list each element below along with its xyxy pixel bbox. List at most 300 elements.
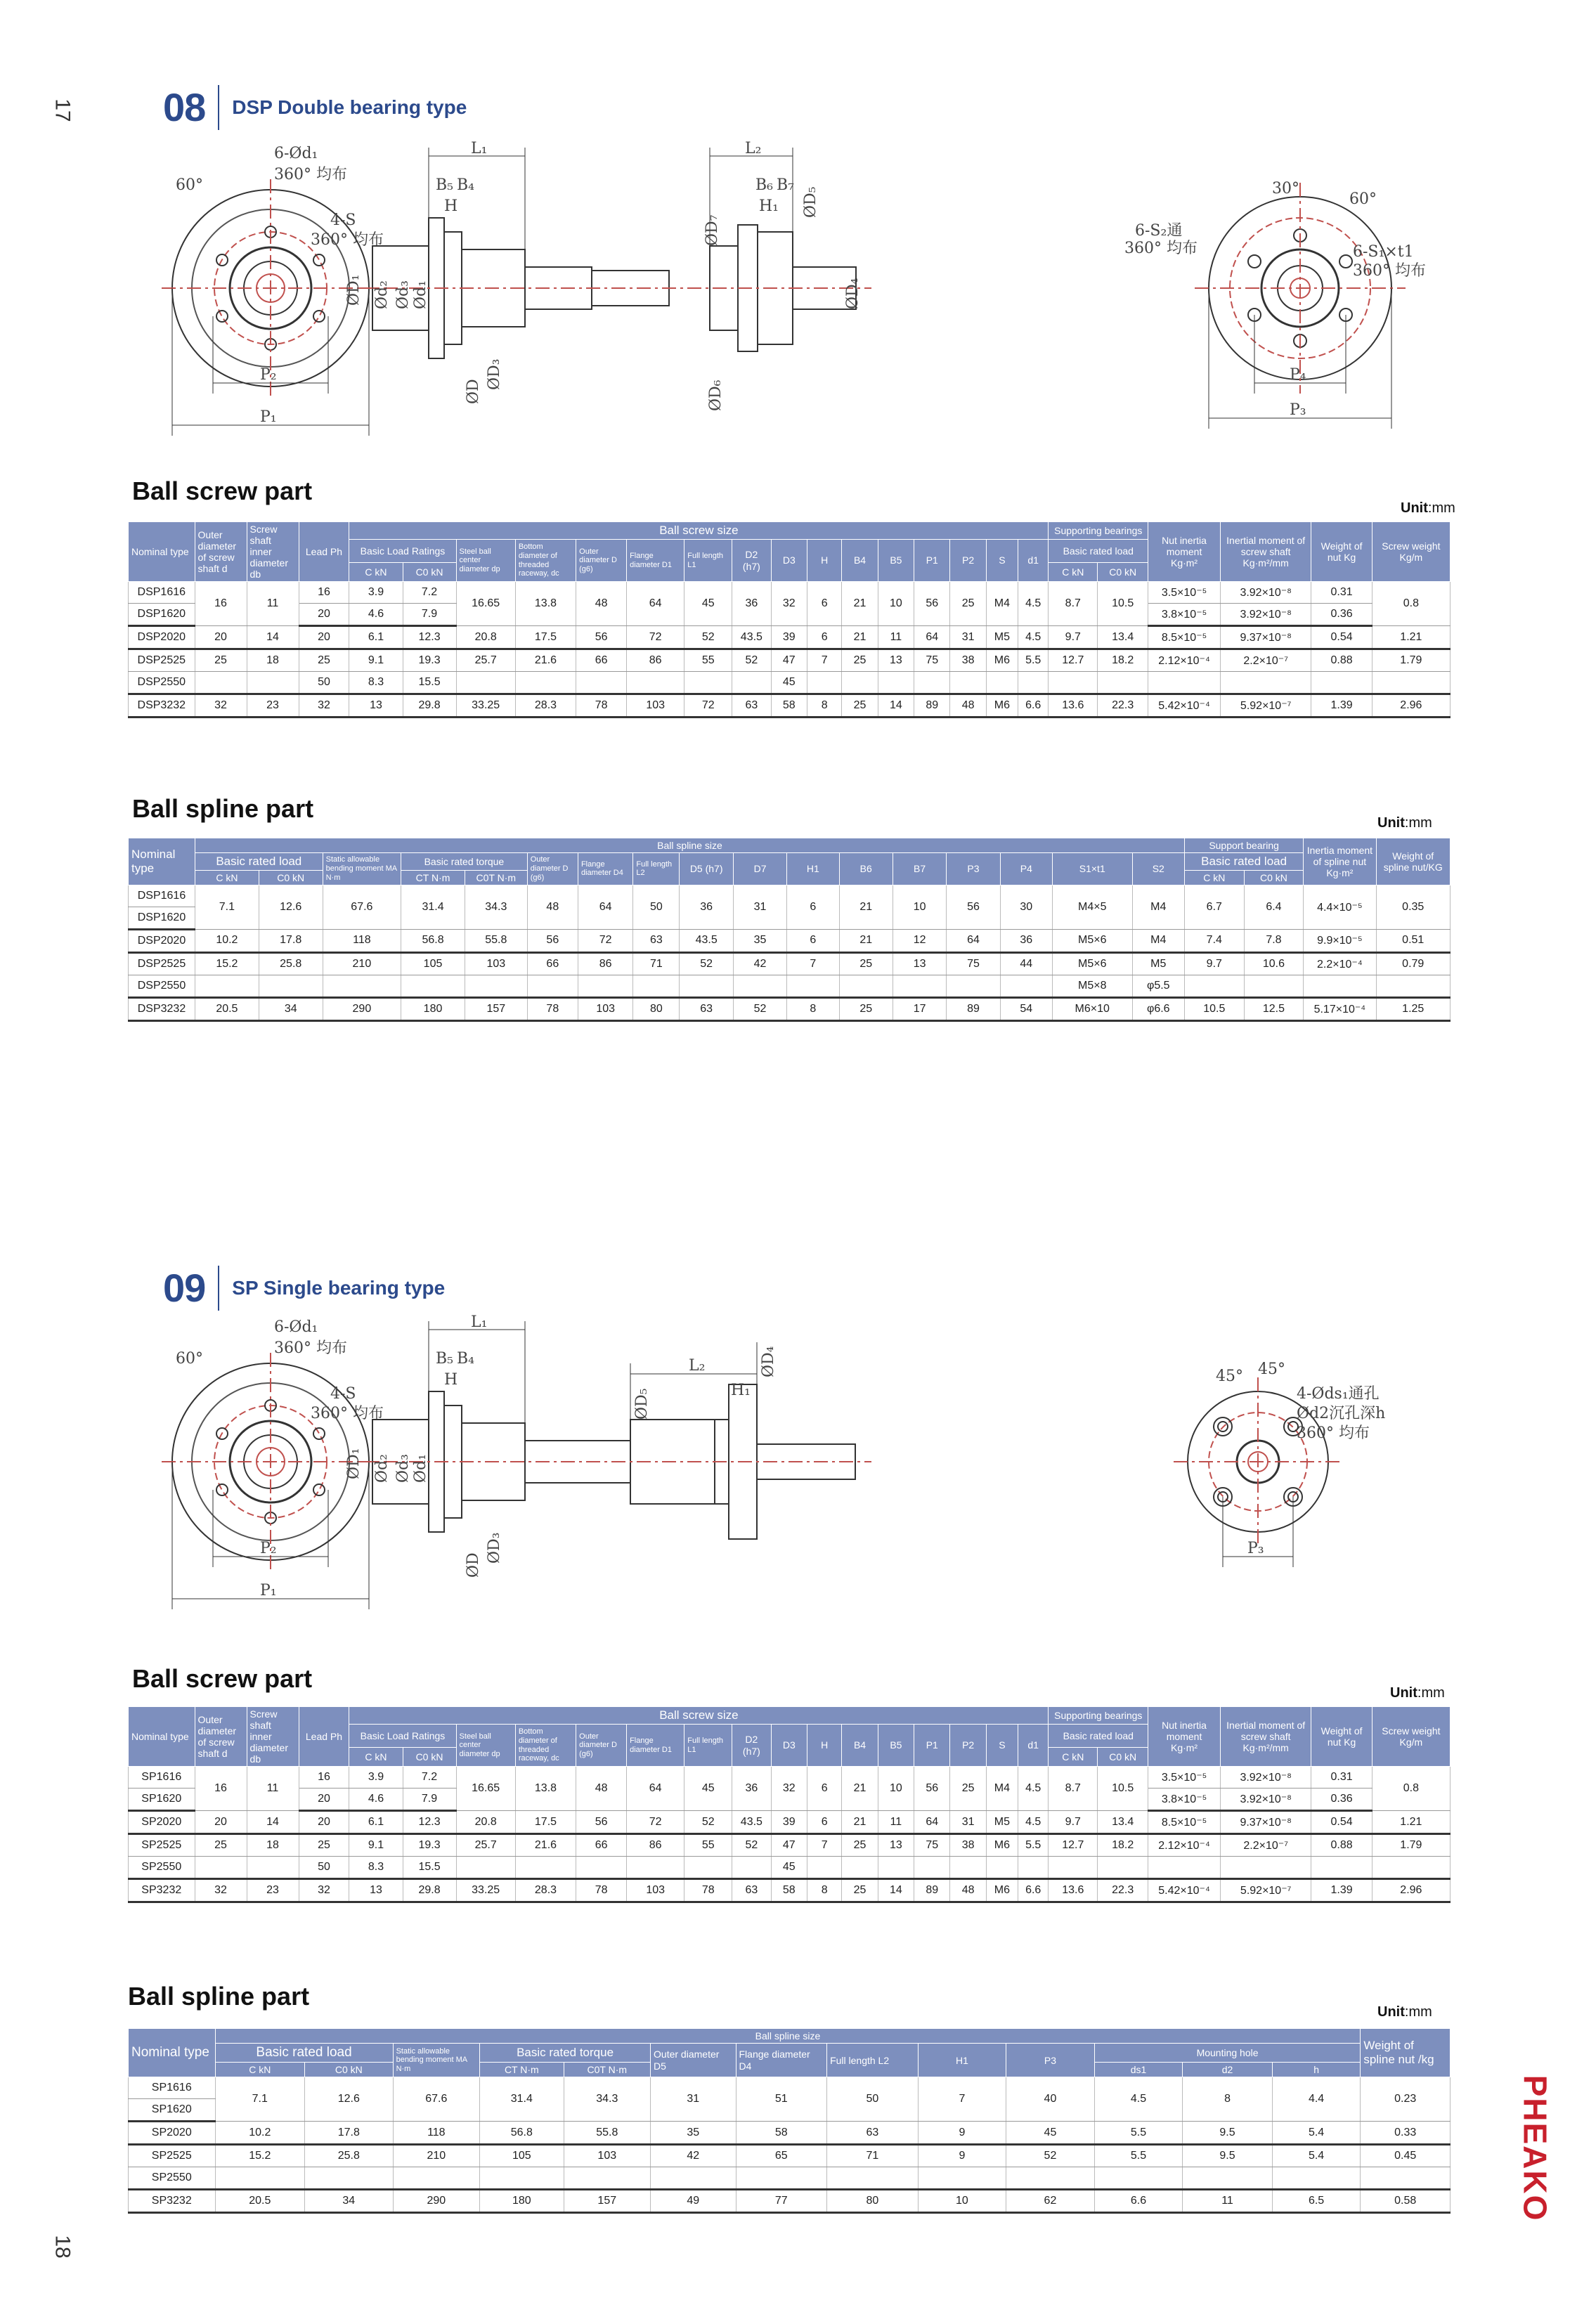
table-cell: 29.8 [403,1879,456,1902]
col-c0kn: C0 kN [403,1747,456,1767]
table-cell: 36 [732,1767,771,1811]
svg-text:Ød₂: Ød₂ [373,280,391,309]
table-cell: 32 [195,1879,247,1902]
svg-text:H: H [444,1371,458,1389]
unit-label: Unit [1401,500,1428,516]
table-cell: 52 [684,626,732,649]
table-cell [1000,975,1052,997]
table-cell: 13.8 [515,1767,576,1811]
unit-label: Unit [1390,1685,1417,1701]
table-cell: 65 [736,2145,827,2167]
svg-text:P₁: P₁ [260,408,277,426]
svg-text:ØD₄: ØD₄ [844,278,862,309]
table-cell: 0.31 [1311,1767,1372,1789]
table-cell [878,1857,914,1879]
table-row [129,672,1451,694]
model-cell: DSP3232 [129,694,195,718]
col-mounting: Mounting hole [1094,2044,1361,2063]
table-cell: φ5.5 [1132,975,1184,997]
table-cell: 13 [349,1879,403,1902]
svg-text:B₅: B₅ [436,176,453,194]
svg-text:360° 均布: 360° 均布 [1124,240,1198,257]
table-cell [1220,672,1311,694]
svg-text:6-S₁×t1: 6-S₁×t1 [1353,243,1414,261]
col-lead: Lead Ph [299,1707,349,1767]
col-weight: Weight of spline nut/KG [1376,838,1451,885]
table-cell: 21 [839,929,893,952]
svg-text:B₇: B₇ [777,176,794,194]
table-cell: 25.7 [456,1834,515,1857]
table-cell: 0.35 [1376,885,1451,929]
table-cell: 19.3 [403,1834,456,1857]
table-cell: 3.92×10⁻⁸ [1220,604,1311,626]
col-ball-screw-size: Ball screw size [349,1707,1049,1725]
col-outer-dia-d: Outer diameter D (g6) [576,539,627,582]
table-cell: M5 [986,1811,1018,1834]
col-outer-dia-d: Outer diameter D (g6) [576,1724,627,1767]
table-cell: 105 [401,952,465,975]
col-bottom-diameter: Bottom diameter of threaded raceway, dc [515,539,576,582]
table-cell: 20 [195,626,247,649]
table-cell [564,2167,651,2190]
table-row [129,649,1451,672]
table-cell: 9.37×10⁻⁸ [1220,626,1311,649]
col-inertial-screw [1220,522,1311,582]
table-cell: 8.5×10⁻⁵ [1148,626,1221,649]
table-cell: 0.51 [1376,929,1451,952]
col-ckn: C kN [349,1747,403,1767]
model-cell: SP1616 [129,1767,195,1789]
col-h: H [807,1724,841,1767]
table-cell: 8 [807,1879,841,1902]
col-steel-ball: Steel ball center diameter dp [456,1724,515,1767]
table-cell: 25 [842,649,878,672]
col-outer-dia: Outer diameter D (g6) [527,853,578,885]
table-cell [914,1857,950,1879]
table-cell: 34.3 [564,2077,651,2122]
table-cell [1006,2167,1095,2190]
table-cell [1148,672,1221,694]
svg-text:H₁: H₁ [759,197,779,215]
table-cell: 23 [247,1879,299,1902]
table-cell: 17.8 [305,2122,394,2145]
table-cell [1372,672,1450,694]
table-cell: 103 [627,694,684,718]
table-cell: 8 [1183,2077,1273,2122]
table-cell: 11 [878,1811,914,1834]
svg-text:360° 均布: 360° 均布 [1353,262,1426,280]
table-cell: 180 [480,2190,564,2213]
table-cell: 0.79 [1376,952,1451,975]
svg-text:L₁: L₁ [471,141,488,157]
table-cell [1311,672,1372,694]
table-cell: 13 [349,694,403,718]
col-c0kn: C0 kN [305,2062,394,2077]
table-cell: 13.8 [515,582,576,626]
table-cell: 45 [1006,2122,1095,2145]
table-cell [947,975,1000,997]
table-cell: 10 [893,885,946,929]
table-cell: 34 [305,2190,394,2213]
table-row [129,2190,1451,2213]
table-cell: 12.3 [403,626,456,649]
table-cell: M5×6 [1052,929,1132,952]
table-cell: 64 [947,929,1000,952]
col-full-length: Full length L1 [684,1724,732,1767]
inertial-screw-unit: Kg·m²/mm [1242,1742,1289,1754]
col-p2: P2 [950,1724,986,1767]
static-moment-label: Static allowable bending moment MA [396,2046,468,2065]
table-cell: 66 [576,1834,627,1857]
col-basic-rated: Basic rated load [1049,1724,1148,1747]
table-cell: 54 [1000,997,1052,1020]
table-cell [247,672,299,694]
table-cell: 6 [807,582,841,626]
svg-text:B₆: B₆ [755,176,773,194]
table-cell: 6.5 [1272,2190,1361,2213]
table-cell [1049,1857,1098,1879]
svg-text:ØD₁: ØD₁ [345,1448,363,1479]
nut-inertia-label: Nut inertia moment [1162,535,1207,558]
svg-text:ØD₃: ØD₃ [486,1532,503,1564]
table-cell: 290 [323,997,401,1020]
inertia-label: Inertia moment of spline nut [1306,844,1373,867]
table-cell: 63 [732,1879,771,1902]
table-cell: 103 [564,2145,651,2167]
table-cell: M4 [1132,929,1184,952]
spline-table-body-08 [129,885,1451,1020]
col-d5: D5 (h7) [680,853,733,885]
col-nut-inertia [1148,1707,1221,1767]
table-cell: 10.5 [1098,582,1148,626]
table-cell: 4.6 [349,604,403,626]
svg-text:P₁: P₁ [260,1582,277,1599]
table-cell: 10.2 [195,929,259,952]
table-cell: 38 [950,1834,986,1857]
table-row [129,2167,1451,2190]
table-cell: M6 [986,1879,1018,1902]
model-cell: DSP2020 [129,626,195,649]
svg-text:30°: 30° [1272,180,1299,197]
table-cell: 5.92×10⁻⁷ [1220,1879,1311,1902]
table-cell [842,672,878,694]
static-moment-unit: N·m [325,873,341,882]
col-torque: Basic rated torque [480,2044,651,2063]
table-row [129,1767,1451,1789]
table-cell [839,975,893,997]
table-cell: 16.65 [456,1767,515,1811]
col-h1: H1 [918,2044,1006,2077]
table-cell: M6 [986,1834,1018,1857]
model-cell: SP1620 [129,1789,195,1811]
col-ball-screw-size: Ball screw size [349,522,1049,540]
col-bottom-diameter: Bottom diameter of threaded raceway, dc [515,1724,576,1767]
table-cell: 25 [195,1834,247,1857]
table-cell: 17.5 [515,626,576,649]
table-cell: 75 [947,952,1000,975]
table-cell [195,672,247,694]
table-cell: 86 [627,1834,684,1857]
table-cell: 9.7 [1049,1811,1098,1834]
table-cell: 105 [480,2145,564,2167]
svg-text:360° 均布: 360° 均布 [274,166,347,183]
model-cell: DSP1616 [129,582,195,604]
svg-text:4-Øds₁通孔: 4-Øds₁通孔 [1297,1385,1380,1403]
table-cell: 11 [247,582,299,626]
table-cell [736,2167,827,2190]
col-ball-spline-size: Ball spline size [195,838,1184,853]
table-cell: 103 [465,952,527,975]
table-cell [1244,975,1304,997]
svg-text:6-S₂通: 6-S₂通 [1135,222,1183,240]
svg-text:60°: 60° [1349,190,1377,208]
col-screw-weight: Screw weight Kg/m [1372,1707,1450,1767]
table-cell: 13.4 [1098,626,1148,649]
table-cell: 44 [1000,952,1052,975]
table-cell: 6.1 [349,1811,403,1834]
table-cell: 0.8 [1372,1767,1450,1811]
table-cell: 64 [914,626,950,649]
col-b5: B5 [878,539,914,582]
side-assembly-view [345,141,871,411]
table-cell: 12.6 [305,2077,394,2122]
table-cell [893,975,946,997]
screw-table-body-09 [129,1767,1451,1902]
col-d2: D2 (h7) [732,1724,771,1767]
table-cell: 14 [878,1879,914,1902]
nut-inertia-unit: Kg·m² [1170,557,1198,569]
table-cell: 49 [651,2190,736,2213]
ball-screw-title-09: Ball screw part [132,1664,313,1693]
table-cell: 86 [578,952,632,975]
table-cell: 16 [299,582,349,604]
table-cell: 5.5 [1094,2122,1183,2145]
table-cell: M5×8 [1052,975,1132,997]
table-cell: 32 [299,1879,349,1902]
table-cell: 52 [680,952,733,975]
table-cell: 4.6 [349,1789,403,1811]
col-screw-inner: Screw shaft inner diameter db [247,522,299,582]
table-cell: M4 [1132,885,1184,929]
col-b7: B7 [893,853,946,885]
table-cell: 50 [827,2077,919,2122]
table-cell: 12.3 [403,1811,456,1834]
table-cell: 77 [736,2190,827,2213]
table-cell [733,975,786,997]
table-cell: 89 [947,997,1000,1020]
table-cell [878,672,914,694]
svg-text:Ød₁: Ød₁ [412,1454,429,1483]
col-sup-c0kn: C0 kN [1098,1747,1148,1767]
table-cell: 22.3 [1098,1879,1148,1902]
table-cell: 42 [733,952,786,975]
right-flange-view [1174,1361,1385,1567]
table-cell [807,1857,841,1879]
table-cell: 18 [247,649,299,672]
table-cell [323,975,401,997]
table-cell: 8.7 [1049,1767,1098,1811]
table-cell: 7.1 [195,885,259,929]
svg-text:Ød₁: Ød₁ [412,280,429,309]
table-cell [1184,975,1244,997]
table-cell [651,2167,736,2190]
col-sup-ckn: C kN [1049,562,1098,582]
svg-text:H₁: H₁ [731,1382,751,1399]
table-cell: 16 [195,582,247,626]
svg-text:P₄: P₄ [1290,366,1306,384]
svg-text:ØD₇: ØD₇ [703,214,721,246]
svg-text:60°: 60° [176,176,203,194]
model-cell: DSP1616 [129,885,195,907]
table-cell [827,2167,919,2190]
table-cell [1311,1857,1372,1879]
svg-text:B₅: B₅ [436,1350,453,1368]
table-cell: 56 [576,626,627,649]
table-cell: φ6.6 [1132,997,1184,1020]
table-cell: 8.3 [349,1857,403,1879]
table-cell: 10.5 [1098,1767,1148,1811]
col-ct: CT N·m [401,870,465,885]
table-cell: 210 [323,952,401,975]
col-sup-c0kn: C0 kN [1244,870,1304,885]
table-cell: 36 [1000,929,1052,952]
svg-text:ØD₆: ØD₆ [707,379,725,411]
table-cell: 33.25 [456,694,515,718]
table-cell: 50 [299,672,349,694]
table-cell: 2.2×10⁻⁷ [1220,1834,1311,1857]
table-cell: 11 [247,1767,299,1811]
model-cell: SP2020 [129,2122,216,2145]
table-cell: 64 [627,582,684,626]
col-h1: H1 [787,853,839,885]
table-cell: 3.5×10⁻⁵ [1148,1767,1221,1789]
svg-text:4-S: 4-S [330,1385,356,1403]
section-divider [218,1266,219,1311]
col-ckn: C kN [195,870,259,885]
table-cell: 45 [684,1767,732,1811]
svg-text:ØD₁: ØD₁ [345,274,363,306]
table-cell: 66 [576,649,627,672]
table-cell: 2.96 [1372,1879,1450,1902]
table-cell: 7 [807,649,841,672]
table-cell: 52 [1006,2145,1095,2167]
table-cell: 86 [627,649,684,672]
table-cell [247,1857,299,1879]
table-cell: 71 [827,2145,919,2167]
table-cell: 8.5×10⁻⁵ [1148,1811,1221,1834]
inertial-screw-label: Inertial moment of screw shaft [1226,1720,1306,1743]
col-torque: Basic rated torque [401,853,528,871]
table-cell: 12.5 [1244,997,1304,1020]
ball-spline-title-09: Ball spline part [128,1982,310,2011]
table-cell [1018,1857,1049,1879]
col-nominal-type: Nominal type [129,2029,216,2077]
unit-value: :mm [1417,1685,1445,1701]
table-cell: 9 [918,2145,1006,2167]
table-cell: 118 [323,929,401,952]
table-row [129,1857,1451,1879]
model-cell: DSP2550 [129,672,195,694]
table-cell: 3.92×10⁻⁸ [1220,582,1311,604]
svg-text:L₂: L₂ [745,141,762,157]
table-cell: 8 [787,997,839,1020]
table-cell: 1.39 [1311,694,1372,718]
table-cell: 20 [299,1811,349,1834]
svg-text:P₃: P₃ [1247,1540,1264,1557]
col-s2: S2 [1132,853,1184,885]
table-cell: 47 [771,1834,807,1857]
table-cell: 5.42×10⁻⁴ [1148,694,1221,718]
unit-label-screw-08 [1401,500,1455,517]
table-cell: 7.8 [1244,929,1304,952]
col-ckn: C kN [215,2062,305,2077]
table-cell: 21.6 [515,1834,576,1857]
table-cell [1376,975,1451,997]
table-cell [515,672,576,694]
table-cell: 2.2×10⁻⁴ [1304,952,1376,975]
col-h: H [807,539,841,582]
table-cell: 9.9×10⁻⁵ [1304,929,1376,952]
table-cell: 32 [771,1767,807,1811]
table-cell: 21 [842,582,878,626]
col-weight-nut: Weight of nut Kg [1311,522,1372,582]
table-cell: 6 [807,1811,841,1834]
table-cell [787,975,839,997]
table-cell: 36 [680,885,733,929]
table-cell: 1.79 [1372,1834,1450,1857]
model-cell: SP2020 [129,1811,195,1834]
table-cell: 7 [787,952,839,975]
col-p3: P3 [947,853,1000,885]
table-cell: 75 [914,1834,950,1857]
model-cell: DSP2020 [129,929,195,952]
table-cell: M5 [986,626,1018,649]
table-cell [950,1857,986,1879]
table-cell: 10.2 [215,2122,305,2145]
model-cell: SP2525 [129,2145,216,2167]
table-cell: 0.54 [1311,1811,1372,1834]
table-cell: 43.5 [732,1811,771,1834]
model-cell: SP1616 [129,2077,216,2099]
table-cell: 78 [576,694,627,718]
page-number-top: 17 [51,98,74,122]
svg-text:360° 均布: 360° 均布 [274,1339,347,1357]
table-cell: 21 [842,1767,878,1811]
table-cell: 42 [651,2145,736,2167]
table-cell [259,975,323,997]
table-cell: 4.5 [1018,582,1049,626]
table-cell: 78 [576,1879,627,1902]
svg-text:6-Ød₁: 6-Ød₁ [274,1318,318,1336]
section-header-08 [163,84,467,130]
col-s: S [986,539,1018,582]
table-cell: 6.6 [1094,2190,1183,2213]
table-cell: 17.8 [259,929,323,952]
table-cell [1361,2167,1451,2190]
svg-text:45°: 45° [1258,1361,1285,1378]
table-cell: 20 [299,1789,349,1811]
col-basic-rated: Basic rated load [215,2044,393,2063]
unit-value: :mm [1404,2004,1432,2020]
table-cell: 2.12×10⁻⁴ [1148,649,1221,672]
table-cell: 23 [247,694,299,718]
ball-spline-table-09 [128,2028,1451,2214]
svg-text:Ød2沉孔深h: Ød2沉孔深h [1297,1405,1386,1422]
table-cell: M6×10 [1052,997,1132,1020]
table-cell: 0.88 [1311,1834,1372,1857]
col-screw-weight: Screw weight Kg/m [1372,522,1450,582]
col-flange-dia: Flange diameter D1 [627,1724,684,1767]
